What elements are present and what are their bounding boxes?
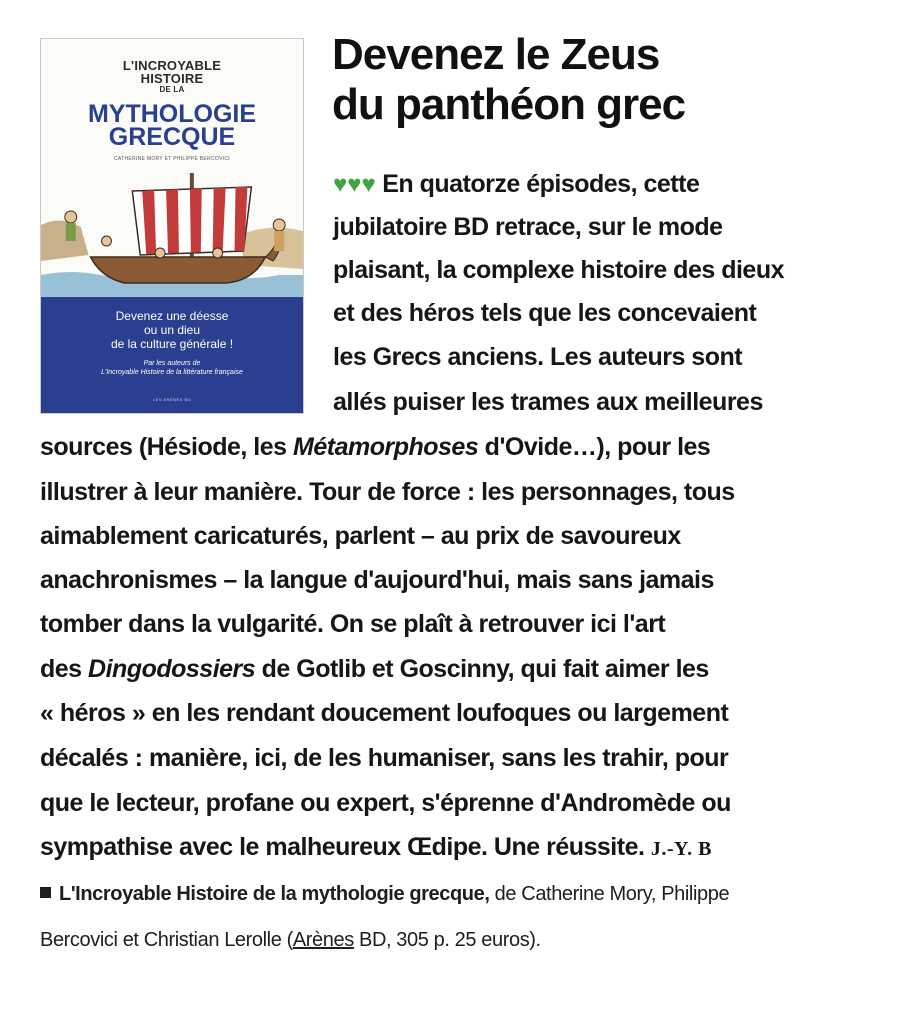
body-text: d'Ovide…), pour les (478, 433, 711, 461)
square-bullet-icon (40, 887, 51, 898)
headline-line: du panthéon grec (332, 80, 686, 129)
reference-credits: Bercovici et Christian Lerolle ( (40, 929, 293, 951)
cover-byline-line: Par les auteurs de (143, 360, 201, 367)
cover-series-line: DE LA (159, 85, 185, 94)
body-line (333, 169, 699, 200)
body-line: que le lecteur, profane ou expert, s'éprenne d'Andromède ou (40, 789, 731, 817)
cover-title-line: GRECQUE (108, 123, 236, 151)
cover-authors: CATHERINE MORY ET PHILIPPE BERCOVICI (113, 156, 230, 162)
cover-title-line: MYTHOLOGIE (87, 100, 257, 128)
reference-title: L'Incroyable Histoire de la mythologie grecque, (59, 883, 490, 905)
headline-line: Devenez le Zeus (332, 30, 660, 79)
book-cover (40, 38, 304, 414)
body-line (40, 432, 710, 462)
cover-series-line: L'INCROYABLE (122, 58, 222, 73)
ship-illustration (41, 165, 303, 297)
body-line: décalés : manière, ici, de les humaniser, sans les trahir, pour (40, 744, 729, 772)
cover-byline (41, 359, 303, 377)
cover-series-title (41, 59, 303, 94)
cover-tagline-line: Devenez une déesse (115, 309, 229, 323)
body-line: aimablement caricaturés, parlent – au prix de savoureux (40, 522, 681, 550)
body-line: plaisant, la complexe histoire des dieux (333, 256, 784, 284)
body-text: de Gotlib et Goscinny, qui fait aimer les (255, 655, 709, 683)
cover-publisher: LES ARÈNES BD (152, 397, 192, 402)
reference-credits: BD, 305 p. 25 euros). (353, 929, 541, 951)
book-reference (40, 881, 729, 907)
body-text: sources (Hésiode, les (40, 433, 294, 461)
body-line: allés puiser les trames aux meilleures (333, 388, 763, 416)
body-line (40, 832, 712, 864)
body-text: des (40, 655, 89, 683)
work-title-metamorphoses: Métamorphoses (293, 433, 479, 461)
article-headline (332, 30, 685, 130)
body-line (40, 654, 709, 684)
body-line: tomber dans la vulgarité. On se plaît à retrouver ici l'art (40, 610, 666, 638)
body-line: les Grecs anciens. Les auteurs sont (333, 343, 743, 371)
cover-series-line: HISTOIRE (140, 71, 204, 86)
work-title-dingodossiers: Dingodossiers (88, 655, 256, 683)
body-text: sympathise avec le malheureux Œdipe. Une réussite. (40, 833, 645, 861)
body-line: « héros » en les rendant doucement loufoques ou largement (40, 699, 729, 727)
publisher-name: Arènes (292, 929, 354, 951)
cover-tagline-line: ou un dieu (143, 323, 201, 337)
author-signature: J.-Y. B (650, 838, 712, 860)
cover-byline-line: L'Incroyable Histoire de la littérature française (101, 369, 243, 376)
body-line: anachronismes – la langue d'aujourd'hui, mais sans jamais (40, 566, 714, 594)
book-reference (40, 927, 541, 953)
cover-illustration-area (41, 39, 303, 297)
body-line: illustrer à leur manière. Tour de force : les personnages, tous (40, 478, 735, 506)
body-text: En quatorze épisodes, cette (382, 170, 700, 198)
cover-title (41, 100, 303, 151)
body-line: et des héros tels que les concevaient (333, 299, 757, 327)
cover-tagline-line: de la culture générale ! (110, 337, 234, 351)
cover-tagline (41, 309, 303, 351)
reference-credits: de Catherine Mory, Philippe (489, 883, 730, 905)
rating-hearts-icon: ♥♥♥ (333, 171, 376, 198)
cover-band (41, 297, 303, 414)
body-line: jubilatoire BD retrace, sur le mode (333, 213, 723, 241)
